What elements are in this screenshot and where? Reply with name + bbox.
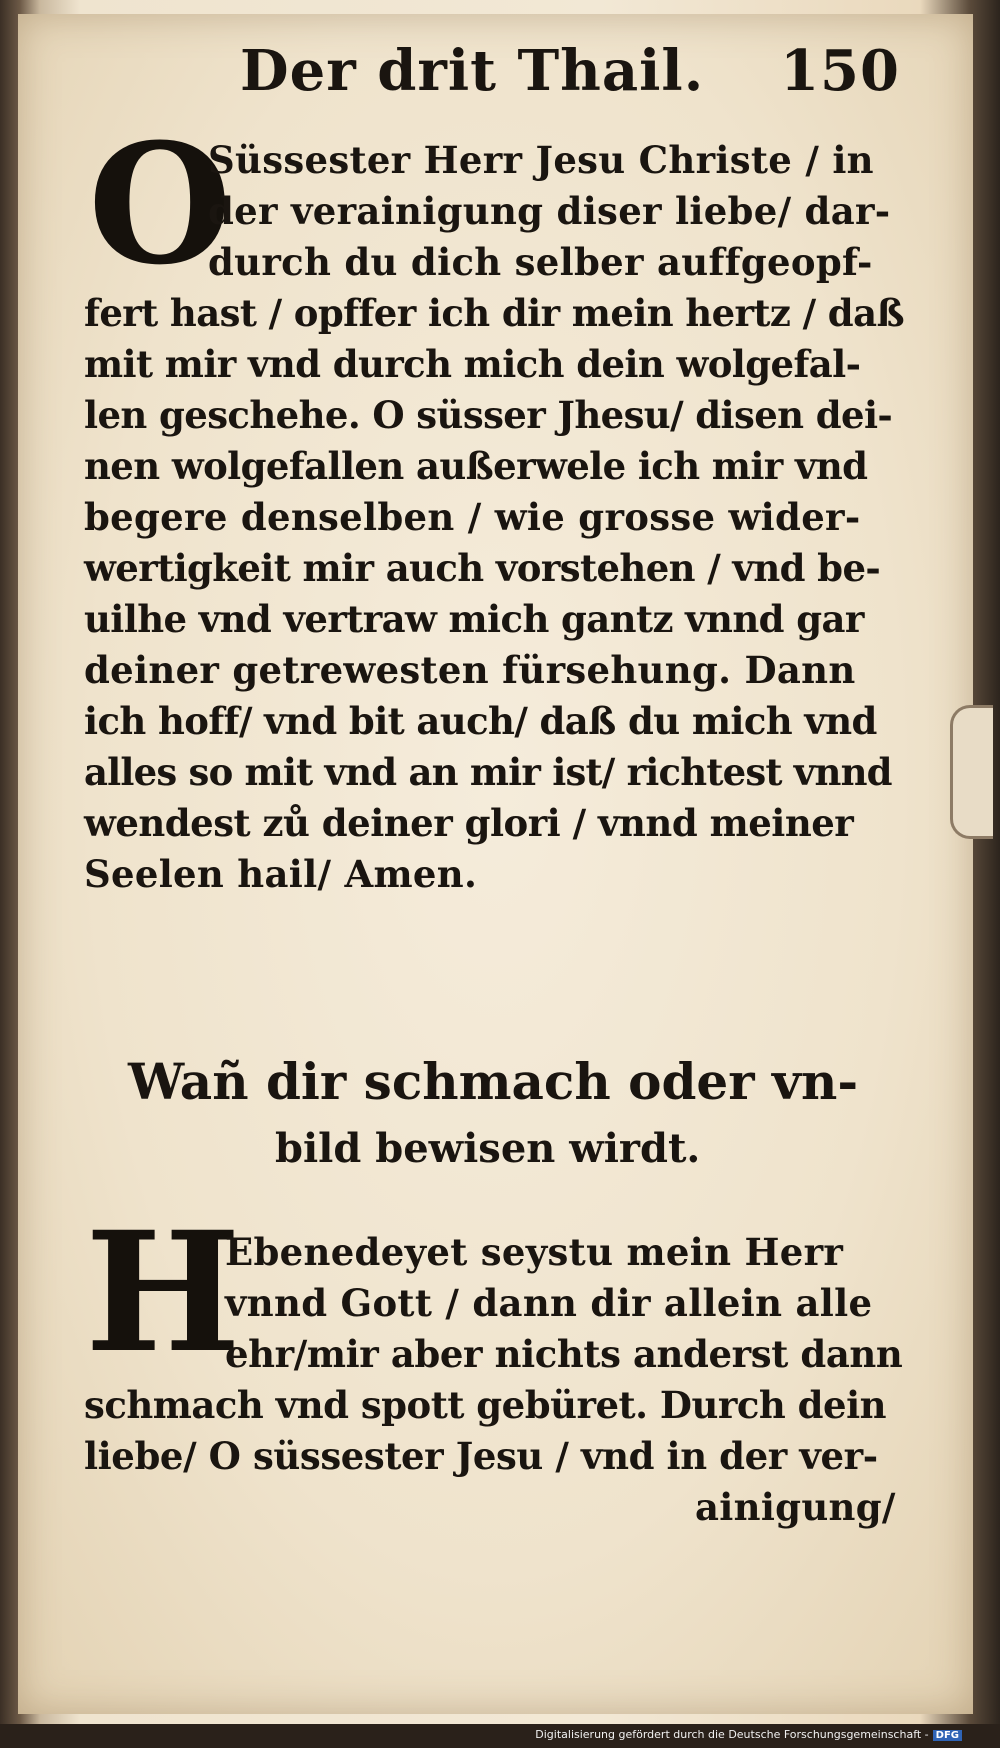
text-line: Ebenedeyet seystu mein Herr [225, 1230, 844, 1274]
page-header [240, 38, 920, 118]
drop-cap-o: O [88, 107, 232, 301]
text-line: alles so mit vnd an mir ist/ richtest vnnd [84, 750, 892, 794]
catchword: ainigung/ [695, 1485, 896, 1529]
credit-text: Digitalisierung gefördert durch die Deutsche Forschungsgemeinschaft - [535, 1728, 929, 1741]
drop-cap-h: H [85, 1195, 241, 1389]
page-number: 150 [780, 38, 900, 104]
text-line: Seelen hail/ Amen. [84, 852, 478, 896]
dfg-logo: DFG [933, 1730, 962, 1741]
text-line: der verainigung diser liebe/ dar- [208, 189, 891, 233]
text-line: nen wolgefallen außerwele ich mir vnd [84, 444, 868, 488]
text-line: durch du dich selber auffgeopf- [208, 240, 873, 284]
section-heading: Wañ dir schmach oder vn- [128, 1052, 859, 1111]
text-line: mit mir vnd durch mich dein wolgefal- [84, 342, 861, 386]
running-head: Der drit Thail. [240, 38, 705, 104]
text-line: len geschehe. O süsser Jhesu/ disen dei- [84, 393, 893, 437]
digitization-credit [535, 1728, 962, 1741]
section-heading-continued: bild bewisen wirdt. [275, 1125, 701, 1172]
text-line: uilhe vnd vertraw mich gantz vnnd gar [84, 597, 864, 641]
text-line: wendest zů deiner glori / vnnd meiner [84, 801, 854, 845]
text-line: liebe/ O süssester Jesu / vnd in der ver- [84, 1434, 878, 1478]
text-line: ehr/mir aber nichts anderst dann [225, 1332, 903, 1376]
text-line: begere denselben / wie grosse wider- [84, 495, 861, 539]
text-line: deiner getrewesten fürsehung. Dann [84, 648, 856, 692]
text-line: Süssester Herr Jesu Christe / in [208, 138, 874, 182]
text-line: ich hoff/ vnd bit auch/ daß du mich vnd [84, 699, 877, 743]
text-line: schmach vnd spott gebüret. Durch dein [84, 1383, 887, 1427]
text-line: vnnd Gott / dann dir allein alle [225, 1281, 873, 1325]
text-line: fert hast / opffer ich dir mein hertz / daß [84, 291, 904, 335]
text-line: wertigkeit mir auch vorstehen / vnd be- [84, 546, 881, 590]
